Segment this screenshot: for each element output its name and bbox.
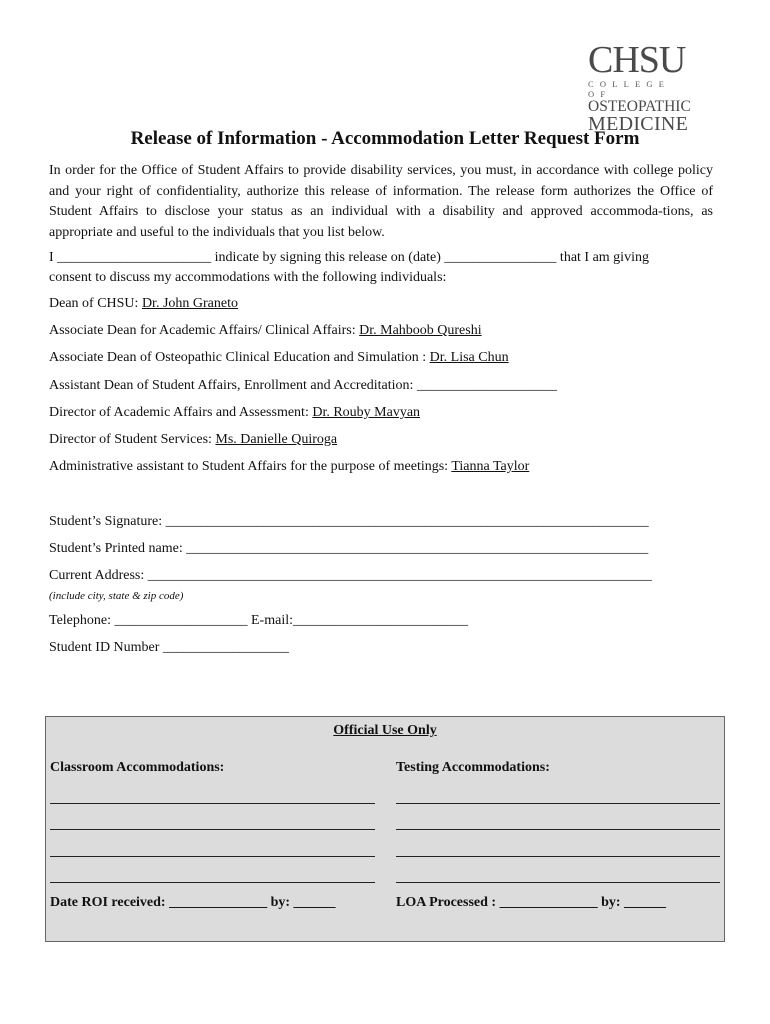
chsu-logo [588, 39, 698, 135]
consent-statement [49, 248, 713, 288]
student-signature-field[interactable]: Student’s Signature: _____________________________________________________________________ [49, 514, 649, 529]
contact-name-blank[interactable]: ____________________ [416, 378, 557, 393]
logo-college-text: COLLEGE OF [588, 79, 671, 99]
contact-role: Dean of CHSU: [49, 296, 142, 311]
intro-paragraph: In order for the Office of Student Affairs to provide disability services, you must, in accordance with college policy and your right of confidentiality, authorize this release of information. The release form authorizes the Office of Student Affairs to disclose your status as an individual with a disability and approved accommoda-tions, as appropriate and useful to the individuals that you list below. [49, 163, 713, 240]
contact-row-admin-assistant [49, 458, 529, 476]
contact-role: Administrative assistant to Student Affairs for the purpose of meetings: [49, 459, 452, 474]
testing-line[interactable] [396, 856, 720, 857]
official-use-title: Official Use Only [333, 723, 437, 738]
testing-line[interactable] [396, 829, 720, 830]
contact-name: Tianna Taylor [451, 459, 530, 474]
contact-row-director-services [49, 431, 337, 449]
contact-row-assistant-dean [49, 377, 557, 395]
classroom-accommodations-label: Classroom Accommodations: [50, 760, 225, 775]
classroom-line[interactable] [50, 882, 375, 883]
date-roi-received-field[interactable]: Date ROI received: ______________ by: ______ [50, 895, 336, 910]
logo-main-text: CHSU [588, 39, 686, 81]
telephone-email-field[interactable]: Telephone: ___________________ E-mail:_________________________ [49, 613, 468, 628]
contact-role: Director of Academic Affairs and Assessment: [49, 405, 313, 420]
contact-name: Dr. John Graneto [141, 296, 238, 311]
contact-row-director-academic [49, 404, 420, 422]
contact-role: Associate Dean for Academic Affairs/ Clinical Affairs: [49, 323, 360, 338]
contact-role: Assistant Dean of Student Affairs, Enrollment and Accreditation: [49, 378, 417, 393]
classroom-line[interactable] [50, 803, 375, 804]
address-hint: (include city, state & zip code) [49, 590, 184, 602]
testing-line[interactable] [396, 803, 720, 804]
logo-osteopathic-text: OSTEOPATHIC [588, 98, 691, 115]
student-id-field[interactable]: Student ID Number __________________ [49, 640, 289, 655]
contact-row-assoc-dean-academic [49, 322, 482, 340]
consent-line-2: consent to discuss my accommodations with the following individuals: [49, 270, 447, 285]
contact-row-dean [49, 295, 238, 313]
contact-name: Ms. Danielle Quiroga [215, 432, 338, 447]
current-address-field[interactable]: Current Address: ________________________________________________________________________ [49, 568, 652, 583]
testing-line[interactable] [396, 882, 720, 883]
loa-processed-field[interactable]: LOA Processed : ______________ by: ______ [396, 895, 667, 910]
contact-row-assoc-dean-clinical [49, 349, 509, 367]
contact-name: Dr. Lisa Chun [429, 350, 509, 365]
testing-accommodations-label: Testing Accommodations: [396, 760, 550, 775]
logo-medicine-text: MEDICINE [588, 113, 689, 135]
consent-line-1[interactable]: I ______________________ indicate by signing this release on (date) ________________ that I am giving [49, 250, 649, 265]
contact-role: Director of Student Services: [49, 432, 216, 447]
contact-role: Associate Dean of Osteopathic Clinical Education and Simulation : [49, 350, 430, 365]
official-use-box [45, 716, 725, 942]
page-title: Release of Information - Accommodation Letter Request Form [130, 128, 640, 149]
classroom-line[interactable] [50, 856, 375, 857]
contact-name: Dr. Rouby Mavyan [312, 405, 421, 420]
student-printed-name-field[interactable]: Student’s Printed name: __________________________________________________________________ [49, 541, 649, 556]
classroom-line[interactable] [50, 829, 375, 830]
contact-name: Dr. Mahboob Qureshi [359, 323, 482, 338]
